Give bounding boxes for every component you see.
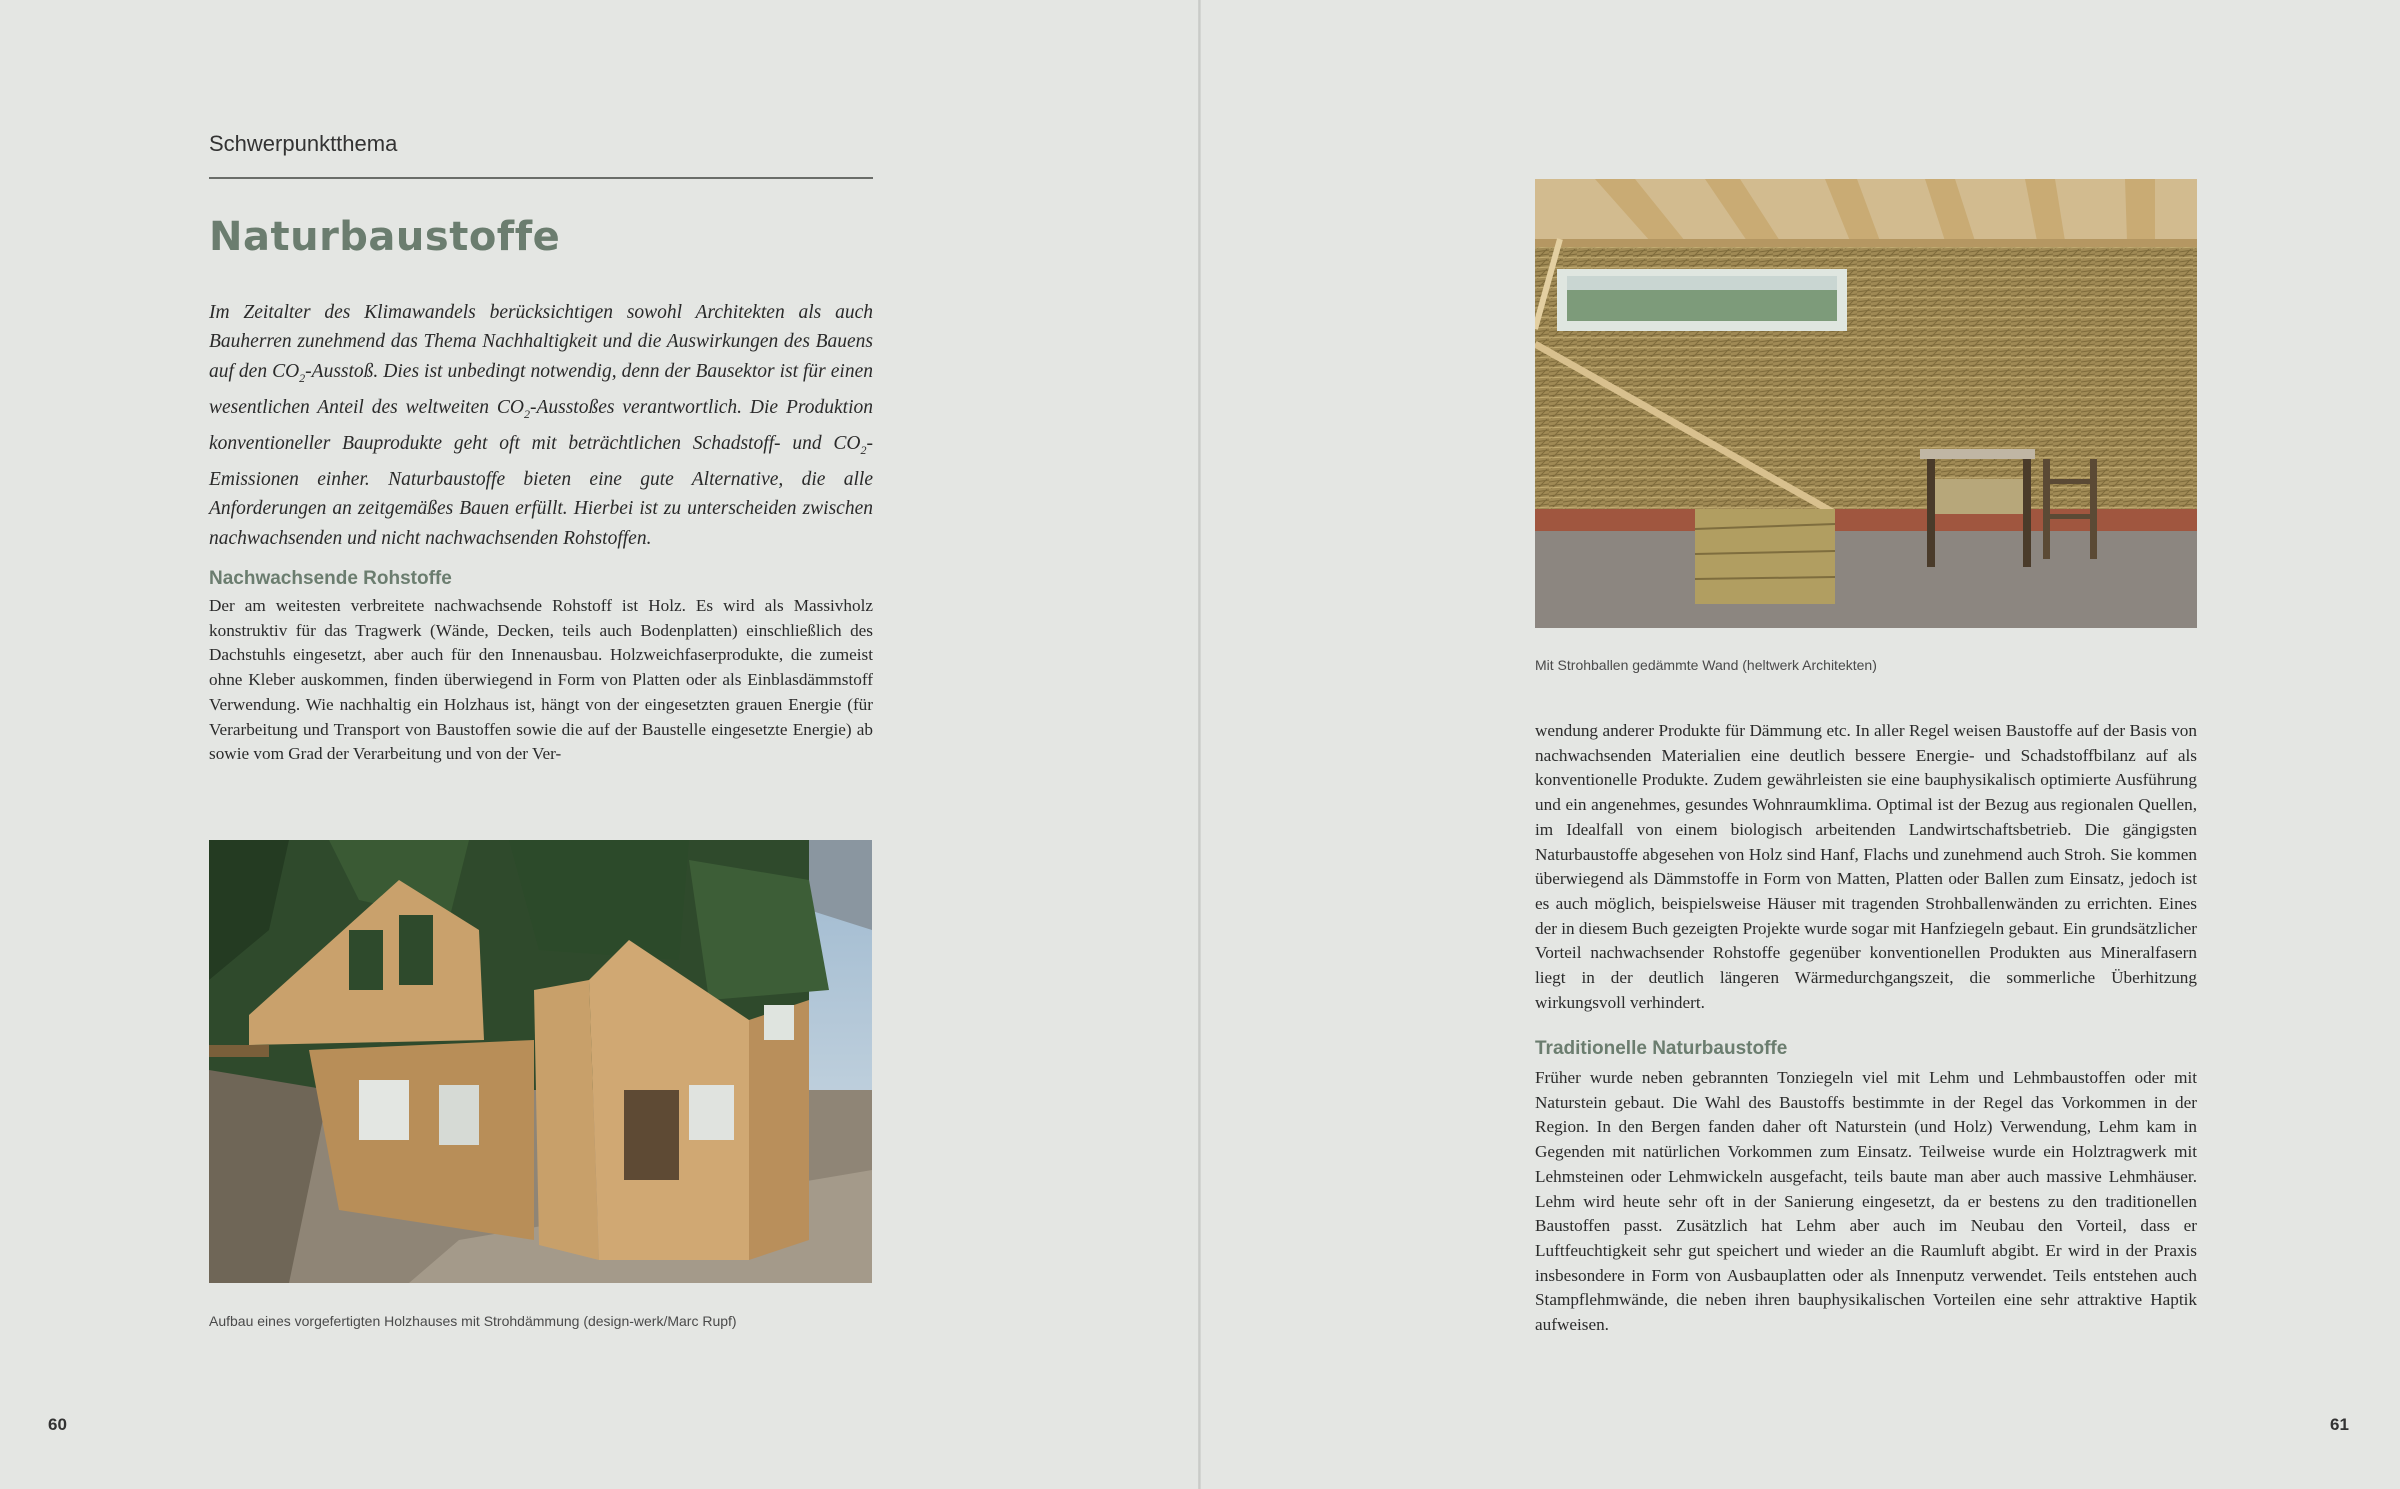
subheading-traditionelle-naturbaustoffe: Traditionelle Naturbaustoffe (1535, 1038, 1788, 1059)
photo-caption-left: Aufbau eines vorgefertigten Holzhauses mit Strohdämmung (design-werk/Marc Rupf) (209, 1313, 737, 1329)
intro-paragraph (209, 298, 873, 553)
photo-caption-right: Mit Strohballen gedämmte Wand (heltwerk Architekten) (1535, 657, 1877, 673)
body-text-left: Der am weitesten verbreitete nachwachsende Rohstoff ist Holz. Es wird als Massivholz konstruktiv für das Tragwerk (Wände, Decken, teils auch Bodenplatten) einschließlich des Dachstuhls eingesetzt, aber auch für den Innenausbau. Holzweichfaserprodukte, die zumeist ohne Kleber auskommen, finden überwiegend in Form von Platten oder als Einblasdämmstoff Verwendung. Wie nachhaltig ein Holzhaus ist, hängt von der eingesetzten grauen Energie (für Verarbeitung und Transport von Baustoffen sowie die auf der Baustelle eingesetzte Energie) ab sowie vom Grad der Verarbeitung und von der Ver- (209, 596, 873, 764)
section-label: Schwerpunktthema (209, 131, 873, 179)
intro-text-4: -Emissionen einher. Naturbaustoffe bieten eine gute Alternative, die alle Anforderungen an zeitgemäßes Bauen erfüllt. Hierbei ist zu unterscheiden zwischen nachwachsenden und nicht nachwachsenden Rohstoffen. (209, 432, 873, 549)
prefab-house-photo (209, 840, 872, 1283)
page-title: Naturbaustoffe (209, 214, 561, 260)
co2-subscript: 2 (523, 406, 530, 421)
page-number-left: 60 (48, 1415, 67, 1434)
subheading-nachwachsende-rohstoffe: Nachwachsende Rohstoffe (209, 568, 452, 589)
intro-text-3: -Ausstoßes verantwortlich. Die Produktion konventioneller Bauprodukte geht oft mit beträchtlichen Schadstoff- und CO (209, 396, 873, 454)
intro-text-2: -Ausstoß. Dies ist unbedingt notwendig, denn der Bausektor ist für einen wesentlichen Anteil des weltweiten CO (209, 360, 873, 418)
body-text-right-2: Früher wurde neben gebrannten Tonziegeln viel mit Lehm und Lehmbaustoffen oder mit Naturstein gebaut. Die Wahl des Baustoffs bestimmte in der Regel das Vorkommen in der Region. In den Bergen fanden daher oft Naturstein (und Holz) Verwendung, Lehm kam in Gegenden mit natürlichen Vorkommen zum Einsatz. Teilweise wurde ein Holztragwerk mit Lehmsteinen oder Lehmwickeln ausgefacht, teils baute man aber auch massive Lehmhäuser. Lehm wird heute sehr oft in der Sanierung eingesetzt, da er bestens zu den traditionellen Baustoffen passt. Zusätzlich hat Lehm aber auch im Neubau den Vorteil, dass er Luftfeuchtigkeit sehr gut speichert und wieder an die Raumluft abgibt. Er wird in der Praxis insbesondere in Form von Ausbauplatten oder als Innenputz verwendet. Teils entstehen auch Stampflehmwände, die neben ihren bauphysikalischen Vorteilen eine sehr attraktive Haptik aufweisen. (1535, 1068, 2197, 1335)
page-number-right: 61 (2330, 1415, 2349, 1434)
straw-bale-wall-photo (1535, 179, 2197, 628)
left-page (0, 0, 1199, 1489)
co2-subscript: 2 (860, 442, 867, 457)
intro-text-1: Im Zeitalter des Klimawandels berücksichtigen sowohl Architekten als auch Bauherren zunehmend das Thema Nachhaltigkeit und die Auswirkungen des Bauens auf den CO (209, 302, 873, 382)
body-text-right: wendung anderer Produkte für Dämmung etc. In aller Regel weisen Baustoffe auf der Basis von nachwachsenden Materialien eine deutlich bessere Energie- und Schadstoffbilanz auf als konventionelle Produkte. Zudem gewährleisten sie eine bauphysikalisch optimierte Ausführung und ein angenehmes, gesundes Wohnraumklima. Optimal ist der Bezug aus regionalen Quellen, im Idealfall von einem biologisch arbeitenden Landwirtschaftsbetrieb. Die gängigsten Naturbaustoffe abgesehen von Holz sind Hanf, Flachs und zunehmend auch Stroh. Sie kommen überwiegend als Dämmstoffe in Form von Matten, Platten oder Ballen zum Einsatz, jedoch ist es auch möglich, beispielsweise Häuser mit tragenden Strohballenwänden zu errichten. Eines der in diesem Buch gezeigten Projekte wurde sogar mit Hanfziegeln gebaut. Ein grundsätzlicher Vorteil nachwachsender Rohstoffe gegenüber konventionellen Produkten aus Mineralfasern liegt in der deutlich längeren Wärmedurchgangszeit, die sommerliche Überhitzung wirkungsvoll verhindert. (1535, 721, 2197, 1012)
co2-subscript: 2 (299, 370, 306, 385)
